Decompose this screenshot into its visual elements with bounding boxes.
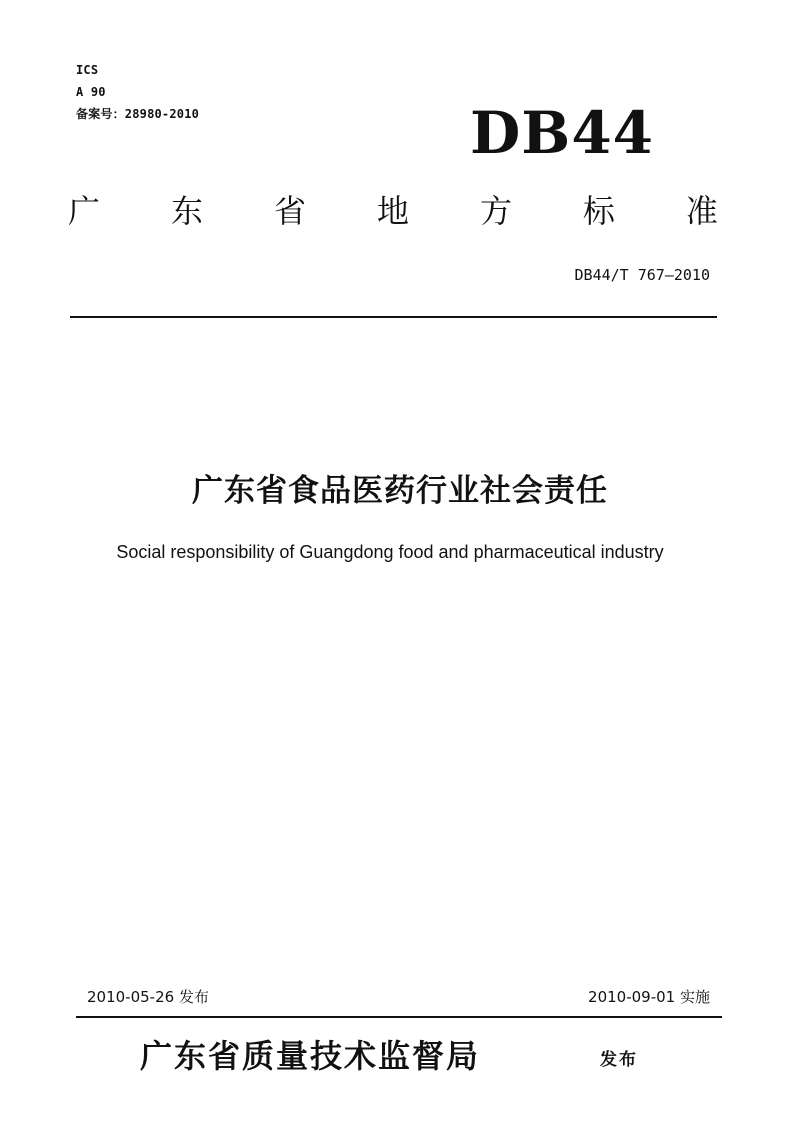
issuer-name: 广东省质量技术监督局 xyxy=(140,1037,481,1075)
standard-category xyxy=(68,192,718,230)
bottom-divider xyxy=(76,1016,722,1018)
title-chinese: 广东省食品医药行业社会责任 xyxy=(192,473,608,509)
classification-code: A 90 xyxy=(76,85,106,99)
db-mark: DB44 xyxy=(470,99,655,167)
issuer-action: 发布 xyxy=(600,1050,638,1070)
ics-label: ICS xyxy=(76,63,99,77)
implementation-date: 2010-09-01 实施 xyxy=(588,988,710,1006)
category-char: 省 xyxy=(273,192,306,230)
category-char: 东 xyxy=(170,192,203,230)
issue-date: 2010-05-26 发布 xyxy=(87,988,209,1006)
category-char: 方 xyxy=(479,192,512,230)
record-number: 备案号：28980-2010 xyxy=(76,107,200,121)
title-english: Social responsibility of Guangdong food and pharmaceutical industry xyxy=(116,542,664,562)
standard-number: DB44/T 767—2010 xyxy=(574,266,710,284)
category-char: 地 xyxy=(376,192,409,230)
category-char: 标 xyxy=(582,192,615,230)
top-divider xyxy=(70,316,717,318)
category-char: 准 xyxy=(685,192,718,230)
category-char: 广 xyxy=(68,192,101,230)
